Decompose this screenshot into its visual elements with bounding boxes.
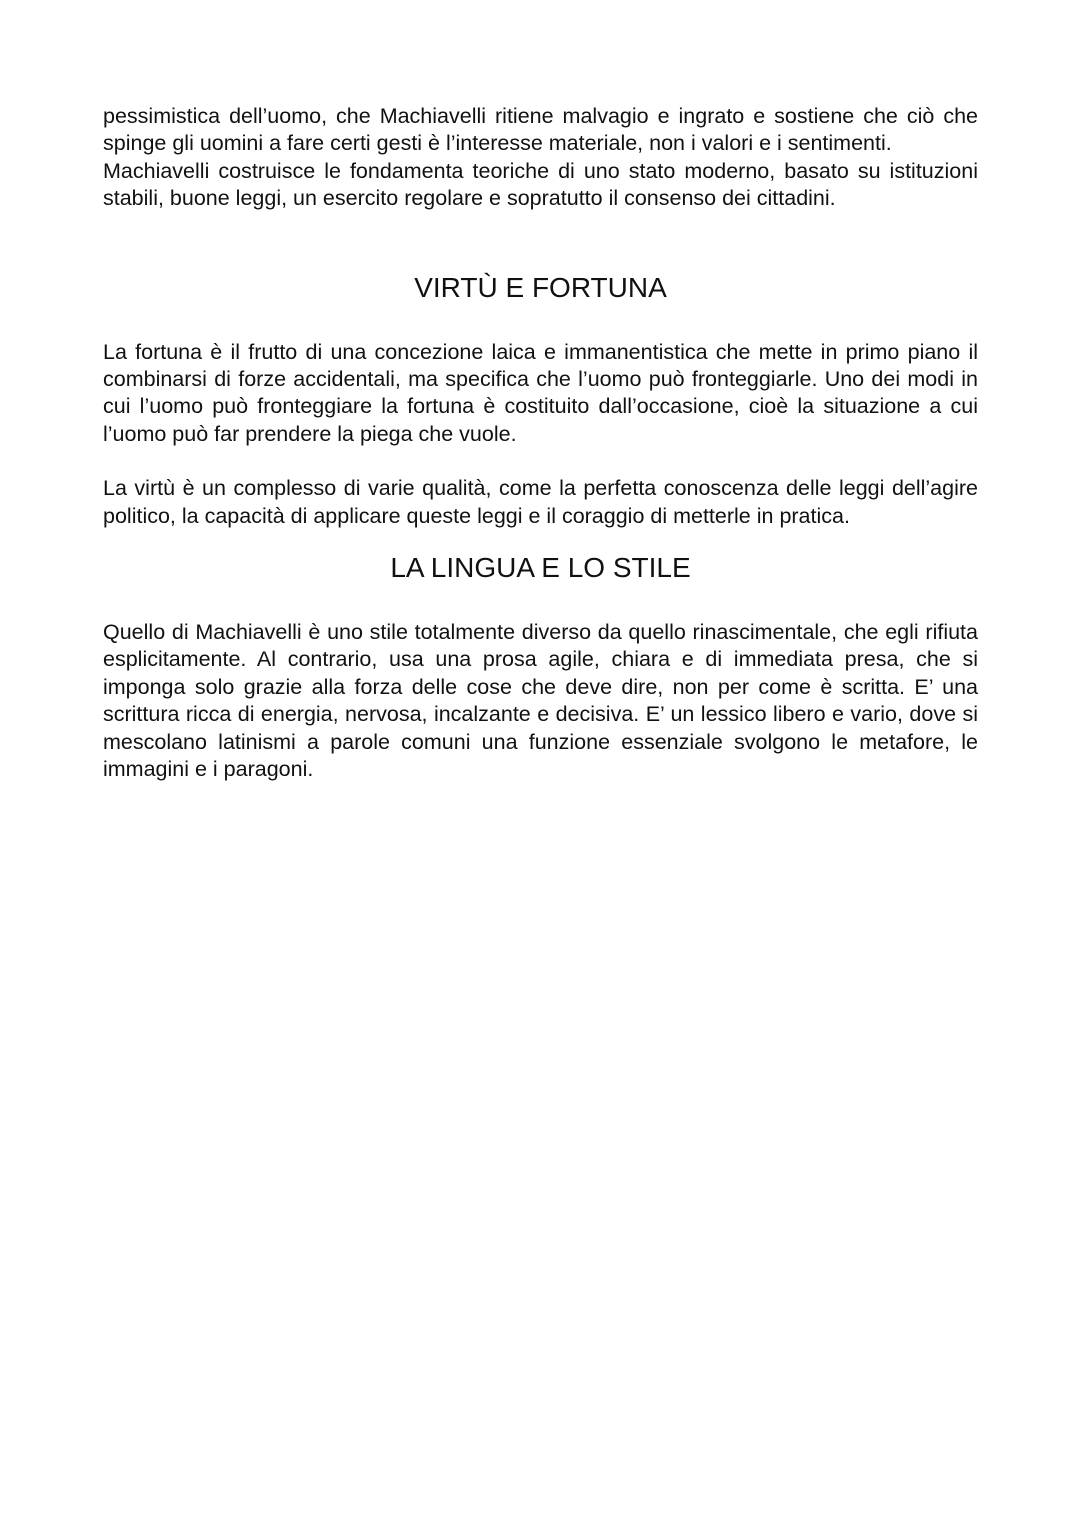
document-page [103, 103, 978, 784]
intro-paragraph-1: pessimistica dell’uomo, che Machiavelli ritiene malvagio e ingrato e sostiene che ciò che spinge gli uomini a fare certi gesti è l’interesse materiale, non i valori e i sentimenti. [103, 104, 978, 156]
heading-virtu-e-fortuna: VIRTÙ E FORTUNA [414, 271, 667, 303]
paragraph-fortuna: La fortuna è il frutto di una concezione laica e immanentistica che mette in primo piano il combinarsi di forze accidentali, ma specifica che l’uomo può fronteggiarle. Uno dei modi in cui l’uomo può fronteggiare la fortuna è costituito dall’occasione, cioè la situazione a cui l’uomo può far prendere la piega che vuole. [103, 339, 978, 446]
paragraph-lingua-e-stile: Quello di Machiavelli è uno stile totalmente diverso da quello rinascimentale, che egli rifiuta esplicitamente. Al contrario, usa una prosa agile, chiara e di immediata presa, che si imponga solo grazie alla forza delle cose che deve dire, non per come è scritta. E’ una scrittura ricca di energia, nervosa, incalzante e decisiva. E’ un lessico libero e vario, dove si mescolano latinismi a parole comuni una funzione essenziale svolgono le metafore, le immagini e i paragoni. [103, 620, 978, 782]
heading-lingua-e-stile: LA LINGUA E LO STILE [390, 552, 691, 584]
paragraph-virtu: La virtù è un complesso di varie qualità, come la perfetta conoscenza delle leggi dell’agire politico, la capacità di applicare queste leggi e il coraggio di metterle in pratica. [103, 476, 978, 528]
intro-paragraph-2: Machiavelli costruisce le fondamenta teoriche di uno stato moderno, basato su istituzioni stabili, buone leggi, un esercito regolare e sopratutto il consenso dei cittadini. [103, 158, 978, 211]
